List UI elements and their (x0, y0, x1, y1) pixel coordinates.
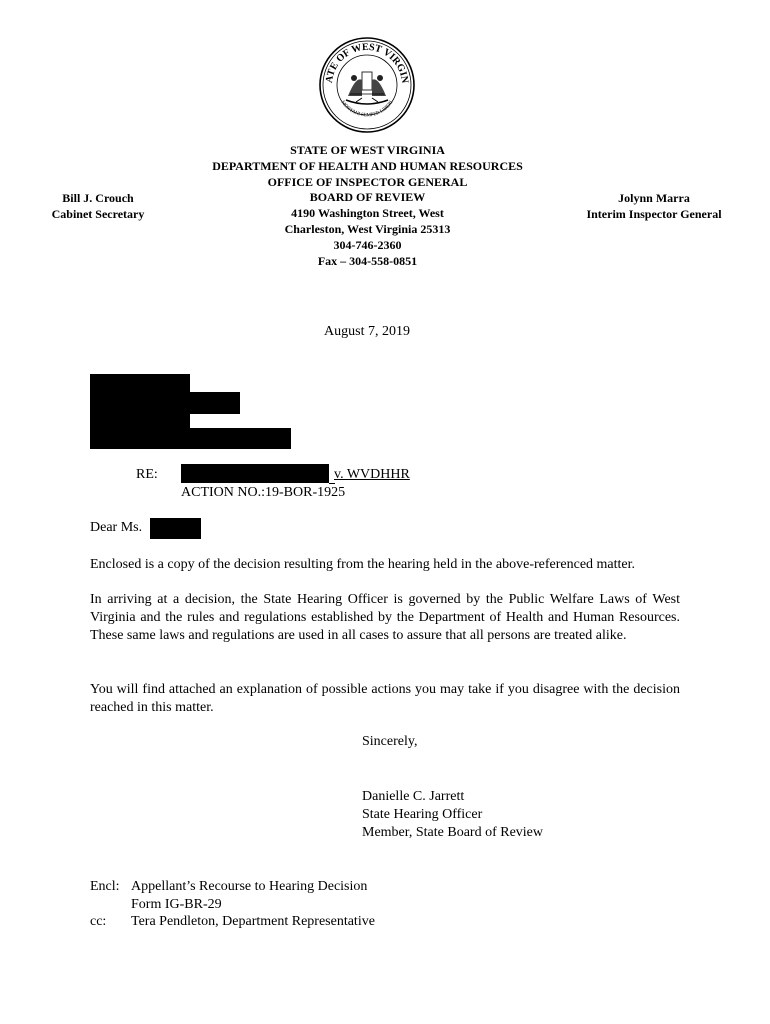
cc-label: cc: (90, 914, 107, 929)
header-line-board: BOARD OF REVIEW (309, 190, 426, 205)
enclosure-row-1 (90, 878, 375, 896)
redaction-address-line-1 (90, 374, 190, 394)
signer-name: Danielle C. Jarrett (362, 789, 465, 804)
inspector-general-title: Interim Inspector General (586, 207, 722, 221)
signer-org: Member, State Board of Review (362, 825, 544, 840)
body-paragraph-1: Enclosed is a copy of the decision resulting from the hearing held in the above-referenced matter. (90, 557, 636, 572)
body-paragraph-2: In arriving at a decision, the State Hearing Officer is governed by the Public Welfare Laws of West Virginia and the rules and regulations established by the Department of Health and Human Resources. These same laws and regulations are used in all cases to assure that all persons are treated alike. (90, 592, 680, 643)
body-paragraph-3: You will find attached an explanation of possible actions you may take if you disagree with the decision reached in this matter. (90, 682, 680, 715)
signer-title: State Hearing Officer (362, 807, 483, 822)
re-underline (329, 483, 335, 484)
header-line-city: Charleston, West Virginia 25313 (284, 221, 451, 236)
salutation-text: Dear Ms. (90, 520, 143, 535)
agency-header (185, 143, 550, 269)
enclosure-item: Appellant’s Recourse to Hearing Decision (131, 879, 368, 894)
redaction-appellant-name (181, 464, 329, 483)
header-line-state: STATE OF WEST VIRGINIA (290, 143, 445, 157)
header-line-department: DEPARTMENT OF HEALTH AND HUMAN RESOURCES (212, 158, 523, 173)
header-line-fax: Fax – 304-558-0851 (317, 253, 418, 268)
redaction-address-line-2 (90, 392, 240, 414)
secretary-name: Bill J. Crouch (62, 191, 134, 205)
secretary-title: Cabinet Secretary (51, 207, 145, 221)
enclosure-label: Encl: (90, 879, 120, 894)
action-number: ACTION NO.:19-BOR-1925 (181, 485, 346, 500)
enclosures-block (90, 878, 375, 931)
svg-text:STATE OF WEST VIRGINIA: ATE OF WEST VIRGIN (323, 41, 411, 85)
cc-item: Tera Pendleton, Department Representative (131, 914, 375, 929)
redaction-salutation-name (150, 518, 201, 539)
enclosure-item: Form IG-BR-29 (131, 896, 222, 912)
state-seal (318, 36, 416, 134)
inspector-general-block (572, 190, 736, 222)
re-case-title: v. WVDHHR (334, 467, 410, 482)
header-line-phone: 304-746-2360 (333, 237, 402, 252)
header-line-street: 4190 Washington Street, West (291, 206, 444, 221)
redaction-address-line-4 (90, 428, 291, 449)
svg-text:MONTANI SEMPER LIBERI: MONTANI SEMPER LIBERI (339, 100, 395, 119)
signature-block (362, 788, 543, 842)
enclosure-row-2 (90, 896, 375, 914)
re-label: RE: (136, 467, 158, 482)
closing: Sincerely, (362, 734, 418, 749)
header-line-office: OFFICE OF INSPECTOR GENERAL (267, 174, 468, 189)
letter-date: August 7, 2019 (324, 324, 410, 339)
salutation (90, 520, 142, 536)
cc-row (90, 913, 375, 931)
inspector-general-name: Jolynn Marra (618, 191, 690, 205)
secretary-block (36, 190, 160, 222)
state-seal-image (318, 36, 416, 134)
